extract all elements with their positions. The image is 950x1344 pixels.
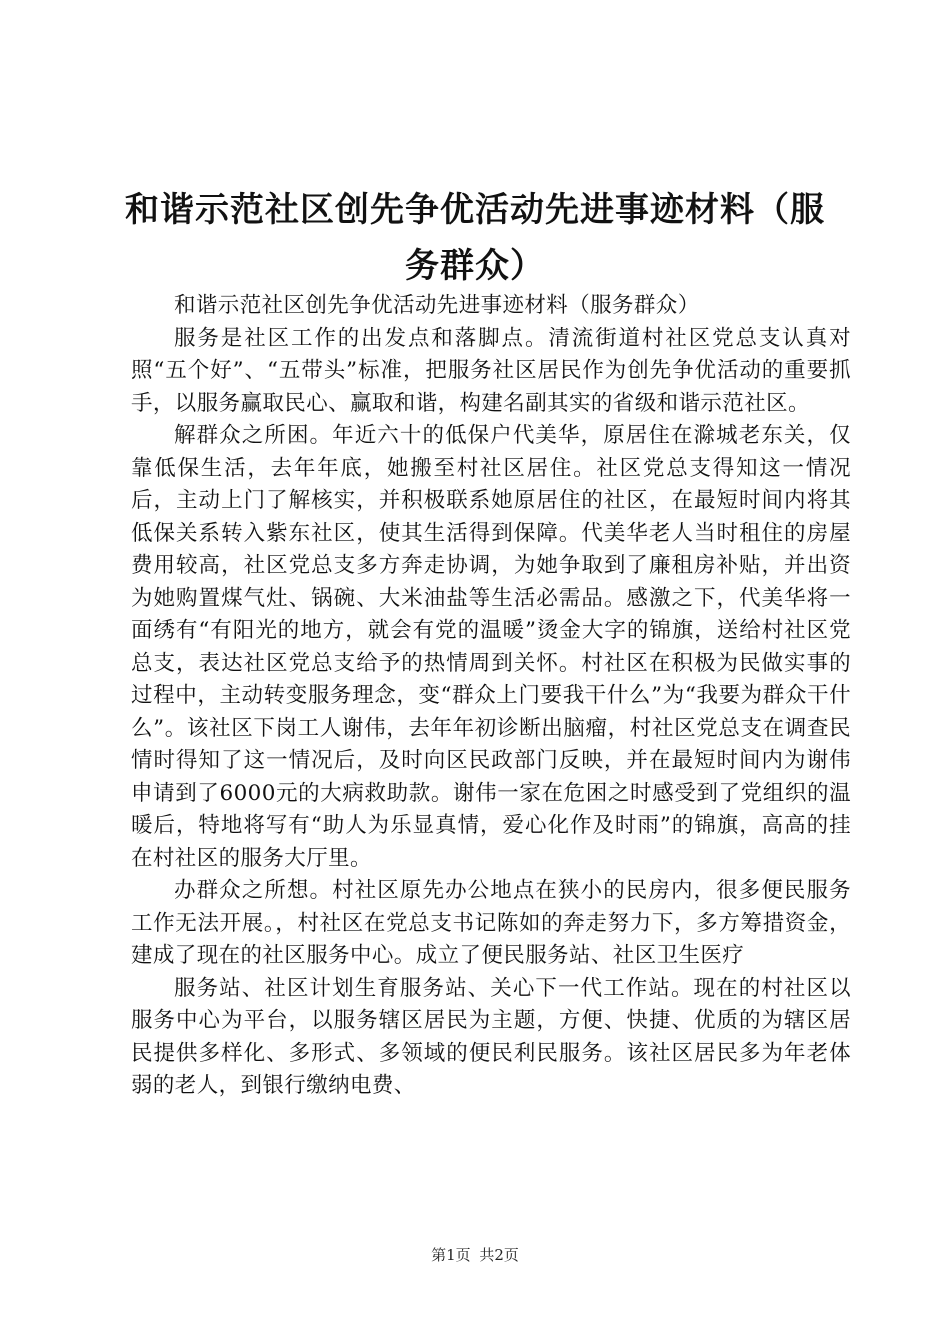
paragraph-section-2: 办群众之所想。村社区原先办公地点在狭小的民房内，很多便民服务工作无法开展。，村社区在党总支书记陈如的奔走努力下，多方筹措资金，建成了现在的社区服务中心。成立了便民服务站、社区卫生医疗 [131, 878, 851, 968]
paragraph-section-2-continued: 服务站、社区计划生育服务站、关心下一代工作站。现在的村社区以服务中心为平台，以服务辖区居民为主题，方便、快捷、优质的为辖区居民提供多样化、多形式、多领域的便民利民服务。该社区居民多为年老体弱的老人，到银行缴纳电费、 [131, 975, 851, 1098]
paragraph-intro: 服务是社区工作的出发点和落脚点。清流街道村社区党总支认真对照“五个好”、“五带头”标准，把服务社区居民作为创先争优活动的重要抓手，以服务赢取民心、赢取和谐，构建名副其实的省级和谐示范社区。 [131, 325, 851, 416]
page-total: 共2页 [479, 1246, 519, 1264]
document-title: 和谐示范社区创先争优活动先进事迹材料（服务群众） [125, 190, 825, 286]
paragraph-section-1: 解群众之所困。年近六十的低保户代美华，原居住在滁城老东关，仅靠低保生活，去年年底，她搬至村社区居住。社区党总支得知这一情况后，主动上门了解核实，并积极联系她原居住的社区，在最短时间内将其低保关系转入紫东社区，使其生活得到保障。代美华老人当时租住的房屋费用较高，社区党总支多方奔走协调，为她争取到了廉租房补贴，并出资为她购置煤气灶、锅碗、大米油盐等生活必需品。感激之下，代美华将一面绣有“有阳光的地方，就会有党的温暖”烫金大字的锦旗，送给村社区党总支，表达社区党总支给予的热情周到关怀。村社区在积极为民做实事的过程中，主动转变服务理念，变“群众上门要我干什么”为“我要为群众干什么”。该社区下岗工人谢伟，去年年初诊断出脑瘤，村社区党总支在调查民情时得知了这一情况后，及时向区民政部门反映，并在最短时间内为谢伟申请到了6000元的大病救助款。谢伟一家在危困之时感受到了党组织的温暖后，特地将写有“助人为乐显真情，爱心化作及时雨”的锦旗，高高的挂在村社区的服务大厅里。 [131, 423, 851, 871]
page-footer [0, 1244, 950, 1265]
page-number: 第1页 [431, 1246, 471, 1264]
paragraph-subtitle: 和谐示范社区创先争优活动先进事迹材料（服务群众） [174, 293, 700, 318]
document-body [131, 290, 851, 1103]
